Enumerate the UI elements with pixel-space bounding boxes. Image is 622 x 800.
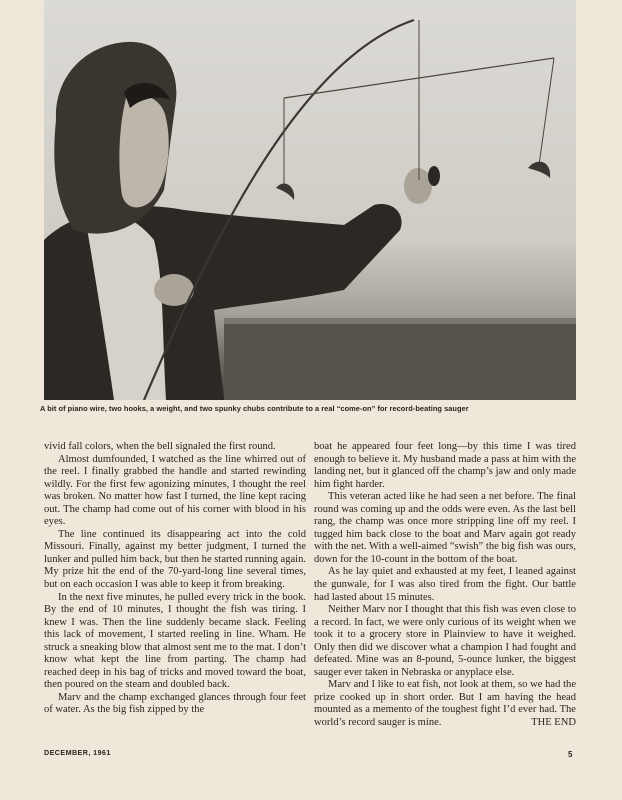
paragraph: vivid fall colors, when the bell signaled the first round. — [44, 441, 276, 452]
paragraph: This veteran acted like he had seen a net before. The final round was coming up and the odds were even. As the last bell rang, the champ was once more stripping line off my reel. I tugged him back close to the boat and Marv again got ready with the net. With a well-aimed “swish” the big fish was ours, down for the 10-count in the bottom of the boat. — [314, 491, 576, 565]
paragraph-text: Marv and I like to eat fish, not look at them, so we had the prize cooked up in short order. But I am having the head mounted as a memento of the toughest fight I’d ever had. The world’s record sauger is mine. — [314, 679, 576, 729]
paragraph: Almost dumfounded, I watched as the line whirred out of the reel. I finally grabbed the handle and started rewinding wildly. For the first few agonizing minutes, I thought the reel was broken. No matter how fast I turned, the line kept racing out. The champ had come out of his corner with blood in his eyes. — [44, 453, 306, 528]
article-right-column — [314, 441, 576, 730]
paragraph: In the next five minutes, he pulled every trick in the book. By the end of 10 minutes, I thought the fish was tiring. I knew I was. Then the line suddenly became slack. Feeling this lack of movement, I started reeling in line. Wham. He struck a sneaking blow that almost sent me to the mat. I don’t know what kept the line from parting. The champ had reached deep in his bag of tricks and moved toward the boat, then poured on the steam and doubled back. — [44, 591, 306, 691]
fishing-photo-illustration — [44, 0, 576, 400]
paragraph: boat he appeared four feet long—by this time I was tired enough to believe it. My husband made a pass at him with the landing net, but it glanced off the champ’s jaw and only made him fight harder. — [314, 441, 576, 490]
paragraph: The line continued its disappearing act into the cold Missouri. Finally, against my better judgment, I turned the lunker and pulled him back, but then he started running again. My prize hit the end of the 70-yard-long line several times, but on each occasion I was able to keep it from breaking. — [44, 528, 306, 591]
article-left-column — [44, 441, 306, 717]
photo-caption: A bit of piano wire, two hooks, a weight, and two spunky chubs contribute to a real “come-on” for record-beating sauger — [40, 404, 469, 413]
photo — [44, 0, 576, 400]
paragraph: Marv and the champ exchanged glances through four feet of water. As the big fish zipped by the — [44, 691, 306, 716]
paragraph: Neither Marv nor I thought that this fish was even close to a record. In fact, we were only curious of its weight when we took it to a grocery store in Plainview to have it weighed. Only then did we discover what a champion I had fought and defeated. Mine was an 8-pound, 5-ounce lunker, the biggest sauger ever taken in Nebraska or anyplace else. — [314, 604, 576, 678]
page-number: 5 — [568, 750, 573, 759]
issue-date: DECEMBER, 1961 — [44, 748, 111, 757]
the-end-marker: THE END — [531, 717, 576, 729]
paragraph: As he lay quiet and exhausted at my feet, I leaned against the gunwale, for I was also tired from the fight. Our battle had lasted about 15 minutes. — [314, 566, 576, 603]
last-paragraph — [314, 679, 576, 729]
